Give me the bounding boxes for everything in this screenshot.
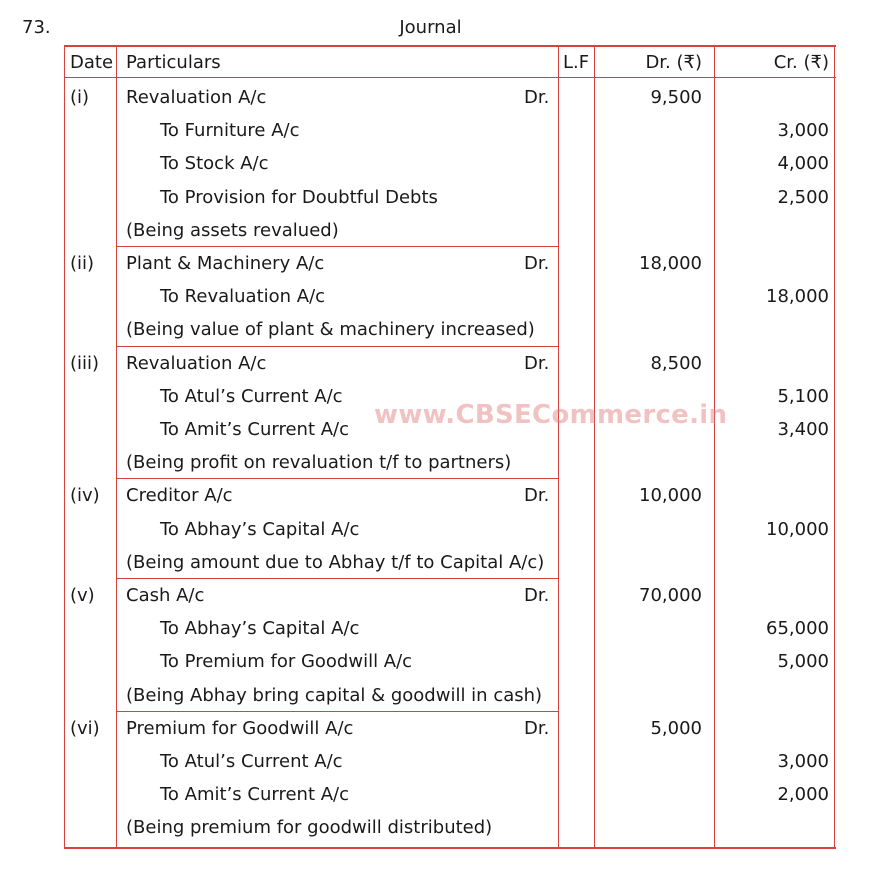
credit-amount: 4,000 — [777, 153, 829, 175]
debit-amount: 5,000 — [650, 717, 702, 739]
credit-account: To Amit’s Current A/c — [160, 784, 349, 806]
debit-amount: 10,000 — [639, 485, 702, 507]
entry-separator — [116, 711, 559, 712]
rule-date — [116, 47, 117, 847]
rule-left — [64, 47, 65, 847]
credit-amount: 3,000 — [777, 120, 829, 142]
credit-account: To Revaluation A/c — [160, 286, 326, 308]
entry-separator — [116, 346, 559, 347]
narration: (Being assets revalued) — [126, 219, 339, 241]
entry-date: (v) — [70, 585, 95, 606]
credit-account: To Stock A/c — [160, 153, 269, 175]
header-cr: Cr. (₹) — [773, 52, 829, 73]
debit-amount: 9,500 — [650, 87, 702, 108]
debit-account: Revaluation A/c — [126, 352, 267, 374]
debit-account: Plant & Machinery A/c — [126, 253, 325, 274]
credit-account: To Furniture A/c — [160, 120, 300, 142]
dr-marker: Dr. — [524, 585, 550, 606]
entry-separator — [116, 478, 559, 479]
question-number: 73. — [22, 17, 51, 38]
credit-amount: 5,100 — [777, 385, 829, 407]
entry-date: (iii) — [70, 352, 100, 374]
rule-dr — [714, 47, 715, 847]
dr-marker: Dr. — [524, 717, 550, 739]
header-dr: Dr. (₹) — [645, 52, 702, 73]
narration: (Being amount due to Abhay t/f to Capital A/c) — [126, 551, 545, 573]
narration: (Being premium for goodwill distributed) — [126, 817, 493, 839]
credit-amount: 10,000 — [766, 518, 829, 540]
entry-separator — [116, 578, 559, 579]
journal-table — [64, 45, 836, 849]
credit-amount: 5,000 — [777, 651, 829, 673]
debit-amount: 70,000 — [639, 585, 702, 606]
entry-date: (iv) — [70, 485, 100, 507]
header-lf: L.F — [563, 52, 590, 73]
credit-account: To Abhay’s Capital A/c — [160, 518, 360, 540]
credit-amount: 2,000 — [777, 784, 829, 806]
narration: (Being value of plant & machinery increased) — [126, 319, 535, 341]
dr-marker: Dr. — [524, 352, 550, 374]
debit-amount: 18,000 — [639, 253, 702, 274]
rule-right — [834, 47, 835, 847]
page-title — [0, 17, 875, 38]
narration: (Being profit on revaluation t/f to partners) — [126, 452, 512, 474]
credit-amount: 18,000 — [766, 286, 829, 308]
entry-date: (i) — [70, 87, 90, 108]
entry-date: (ii) — [70, 253, 95, 274]
credit-account: To Atul’s Current A/c — [160, 385, 343, 407]
rule-particulars — [558, 47, 559, 847]
journal-title: Journal — [399, 17, 462, 38]
header-date: Date — [70, 52, 114, 73]
dr-marker: Dr. — [524, 485, 550, 507]
watermark: www.CBSECommerce.in — [374, 400, 728, 430]
dr-marker: Dr. — [524, 87, 550, 108]
debit-account: Revaluation A/c — [126, 87, 267, 108]
credit-account: To Provision for Doubtful Debts — [160, 186, 438, 208]
credit-amount: 65,000 — [766, 618, 829, 640]
credit-account: To Atul’s Current A/c — [160, 751, 343, 772]
entry-separator — [116, 246, 559, 247]
credit-amount: 3,400 — [777, 419, 829, 440]
debit-account: Creditor A/c — [126, 485, 233, 507]
credit-account: To Amit’s Current A/c — [160, 419, 349, 440]
credit-account: To Abhay’s Capital A/c — [160, 618, 360, 640]
header-particulars: Particulars — [126, 52, 221, 73]
credit-amount: 2,500 — [777, 186, 829, 208]
credit-account: To Premium for Goodwill A/c — [160, 651, 413, 673]
debit-account: Cash A/c — [126, 585, 205, 606]
dr-marker: Dr. — [524, 253, 550, 274]
debit-amount: 8,500 — [650, 352, 702, 374]
credit-amount: 3,000 — [777, 751, 829, 772]
entry-date: (vi) — [70, 717, 100, 739]
header-rule — [64, 77, 836, 78]
narration: (Being Abhay bring capital & goodwill in cash) — [126, 684, 543, 706]
rule-lf — [594, 47, 595, 847]
debit-account: Premium for Goodwill A/c — [126, 717, 354, 739]
